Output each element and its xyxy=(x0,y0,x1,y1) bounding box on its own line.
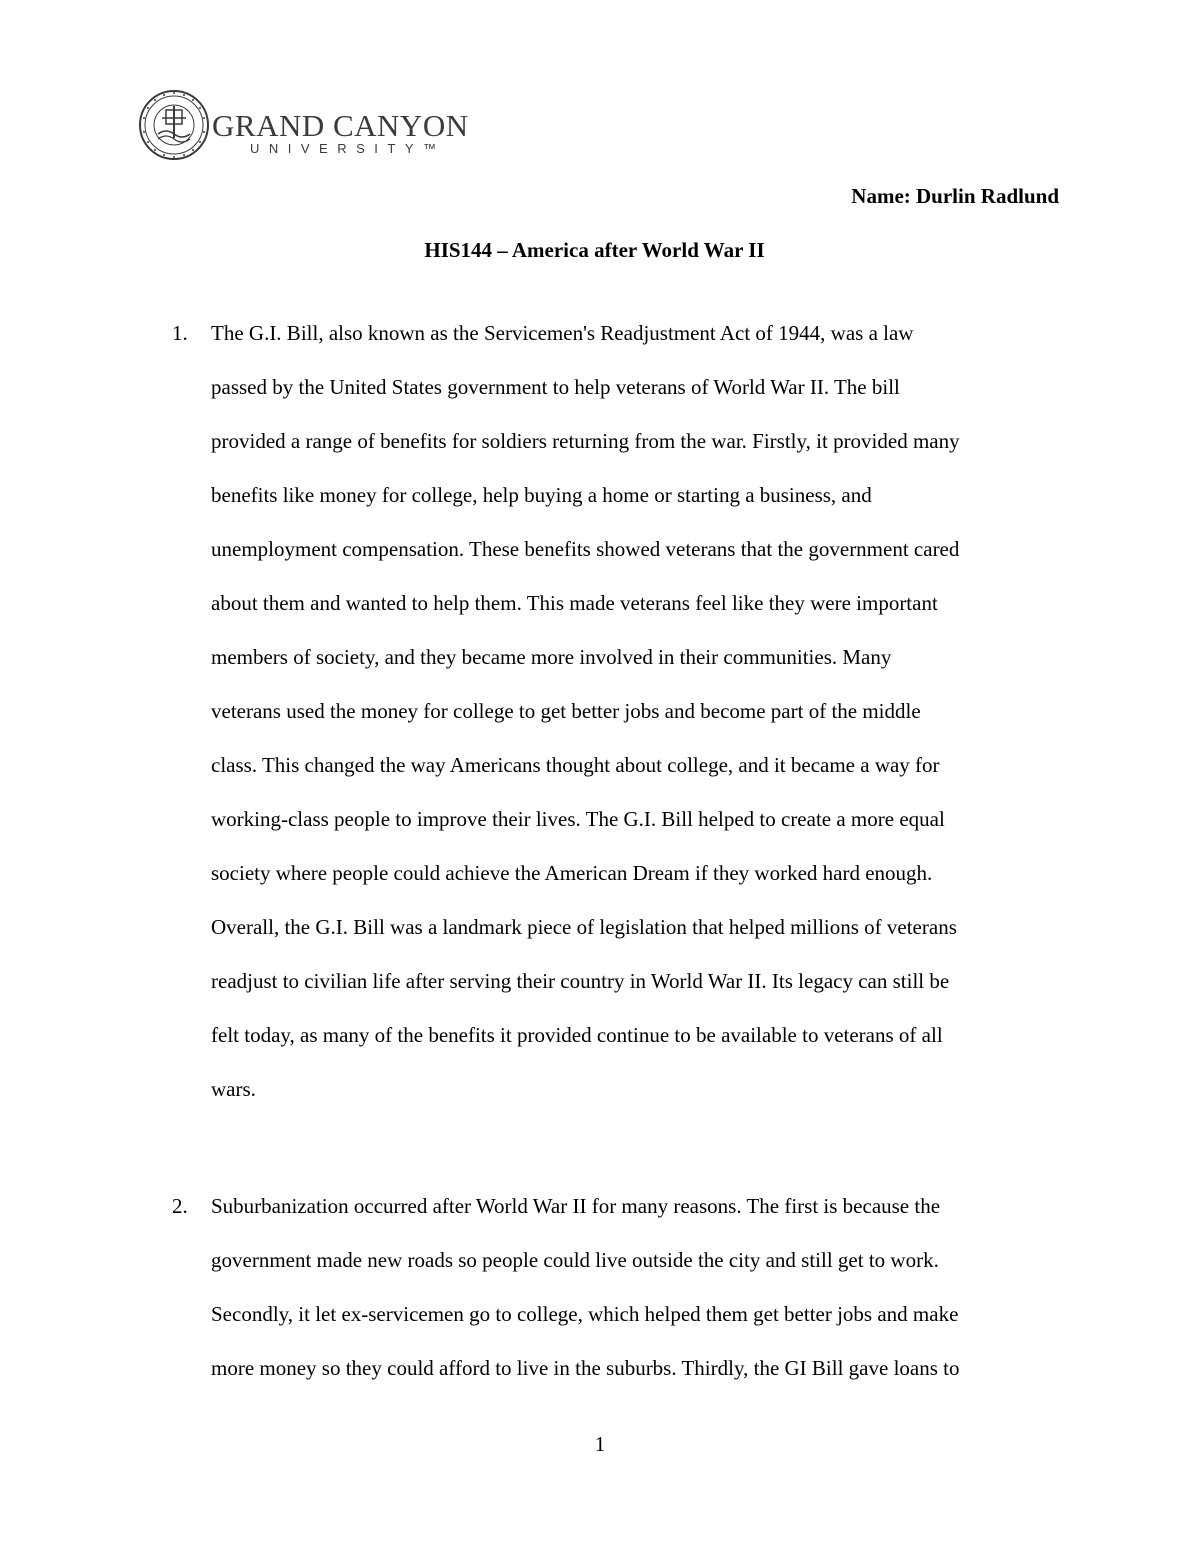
logo-wordmark: GRAND CANYON xyxy=(212,108,469,143)
paragraph-line: Secondly, it let ex-servicemen go to college, which helped them get better jobs and make xyxy=(211,1302,959,1326)
paragraph-line: provided a range of benefits for soldiers returning from the war. Firstly, it provided many xyxy=(211,429,960,453)
paragraph-line: felt today, as many of the benefits it provided continue to be available to veterans of all xyxy=(211,1023,943,1047)
paragraph-line: about them and wanted to help them. This made veterans feel like they were important xyxy=(211,591,938,615)
paragraph-line: members of society, and they became more involved in their communities. Many xyxy=(211,645,892,669)
university-seal-icon xyxy=(138,88,210,162)
student-name: Name: Durlin Radlund xyxy=(851,184,1059,208)
paragraph-line: working-class people to improve their lives. The G.I. Bill helped to create a more equal xyxy=(211,807,945,831)
paragraph-line: passed by the United States government to help veterans of World War II. The bill xyxy=(211,375,900,399)
paragraph-line: The G.I. Bill, also known as the Servicemen's Readjustment Act of 1944, was a law xyxy=(211,321,914,345)
paragraph-line: society where people could achieve the American Dream if they worked hard enough. xyxy=(211,861,933,885)
paragraph-line: wars. xyxy=(211,1077,256,1101)
paragraph-line: Suburbanization occurred after World War II for many reasons. The first is because the xyxy=(211,1194,941,1218)
paragraph-line: more money so they could afford to live in the suburbs. Thirdly, the GI Bill gave loans to xyxy=(211,1356,960,1380)
paragraph-line: veterans used the money for college to get better jobs and become part of the middle xyxy=(211,699,921,723)
paragraph-line: benefits like money for college, help buying a home or starting a business, and xyxy=(211,483,872,507)
paragraph-line: Overall, the G.I. Bill was a landmark piece of legislation that helped millions of veterans xyxy=(211,915,957,939)
paragraph-line: readjust to civilian life after serving their country in World War II. Its legacy can still be xyxy=(211,969,950,993)
list-item-number: 1. xyxy=(172,321,188,345)
paragraph-line: government made new roads so people could live outside the city and still get to work. xyxy=(211,1248,939,1272)
document-title: HIS144 – America after World War II xyxy=(424,238,765,262)
university-logo xyxy=(138,88,469,162)
list-item-number: 2. xyxy=(172,1194,188,1218)
paragraph-line: unemployment compensation. These benefits showed veterans that the government cared xyxy=(211,537,960,561)
page-number: 1 xyxy=(594,1432,606,1456)
paragraph-line: class. This changed the way Americans thought about college, and it became a way for xyxy=(211,753,940,777)
logo-subtitle: UNIVERSITY™ xyxy=(250,141,446,156)
